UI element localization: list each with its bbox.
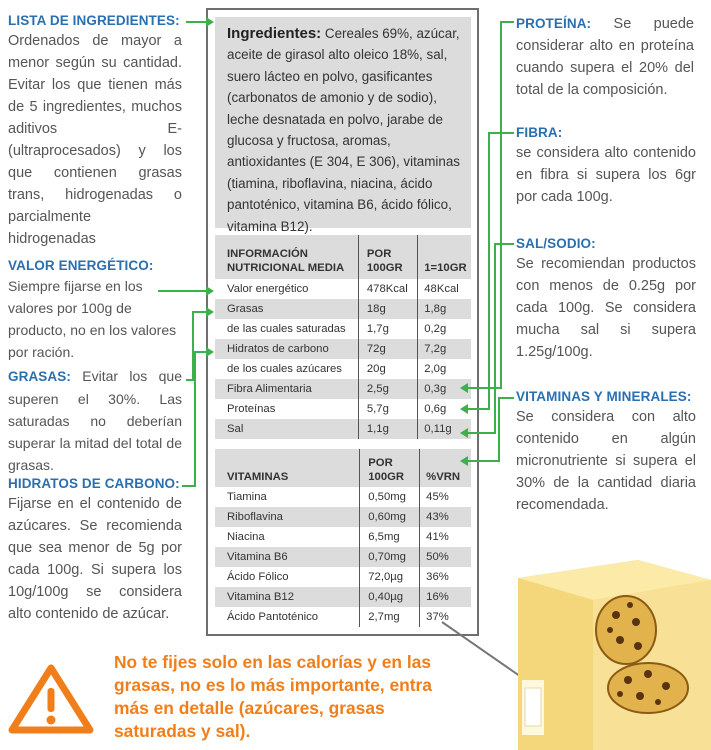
nutrition-row xyxy=(215,339,471,359)
vitamin-cell: Tiamina xyxy=(227,491,267,503)
grasas-note xyxy=(8,365,182,476)
vitamins-header-2: %VRN xyxy=(420,449,471,487)
nutrition-cell: 0,11g xyxy=(418,419,471,439)
nutrition-cell: de las cuales saturadas xyxy=(227,323,346,335)
nutrition-cell: 2,5g xyxy=(358,379,417,399)
ingredients-text: Cereales 69%, azúcar, aceite de girasol alto oleico 18%, sal, suero lácteo en polvo, gasificantes (carbonatos de amonio y de sodio), leche desnatada en polvo, jarabe de glucosa y fructosa, aromas, antioxidantes (E 304, E 306), vitaminas (tiamina, riboflavina, niacina, ácido pantoténico, vitamina B6, ácido fólico, vitamina B12). xyxy=(227,26,460,234)
ingredients-title: Ingredientes: xyxy=(227,25,322,42)
nutrition-cell: 18g xyxy=(358,299,417,319)
vitamins-table xyxy=(215,449,471,627)
nutrition-row xyxy=(215,379,471,399)
vitamin-cell: Vitamina B6 xyxy=(215,547,360,567)
energetico-note xyxy=(8,258,186,363)
vitamin-row xyxy=(215,607,471,627)
warning-text: No te fijes solo en las calorías y en las grasas, no es lo más importante, entra más en detalle (azúcares, grasas saturadas y sal). xyxy=(114,652,432,741)
vitamin-cell: 0,40µg xyxy=(360,587,420,607)
nutrition-cell: 2,0g xyxy=(418,359,471,379)
nutrition-cell: 0,3g xyxy=(418,379,471,399)
energetico-title: VALOR ENERGÉTICO: xyxy=(8,258,154,273)
vitamin-cell: 72,0µg xyxy=(360,567,420,587)
sal-title: SAL/SODIO: xyxy=(516,236,596,251)
ingredientes-body: Ordenados de mayor a menor según su cantidad. Evitar los que tienen más de 5 ingredientes, muchos aditivos E- (ultraprocesados) y los que contienen grasas trans, hidrogenadas o parcialmente hidrogenadas xyxy=(8,33,182,247)
vitamin-cell: 6,5mg xyxy=(360,527,420,547)
nutrition-cell: Hidratos de carbono xyxy=(215,339,358,359)
vitamin-cell: 36% xyxy=(420,567,471,587)
vitamin-cell: 43% xyxy=(420,507,471,527)
nutrition-cell: 72g xyxy=(358,339,417,359)
fibra-note xyxy=(516,125,696,208)
vitamins-header-1: POR 100GR xyxy=(360,449,420,487)
vitamin-cell: 2,7mg xyxy=(360,607,420,627)
vitamin-cell: 50% xyxy=(420,547,471,567)
nutrition-row xyxy=(215,299,471,319)
vitamin-cell: Riboflavina xyxy=(215,507,360,527)
vitamin-row xyxy=(215,567,471,587)
nutrition-cell: Grasas xyxy=(215,299,358,319)
fibra-body: se considera alto contenido en fibra si supera los 6gr por cada 100g. xyxy=(516,145,696,205)
ingredientes-note xyxy=(8,13,182,250)
nutrition-cell: 478Kcal xyxy=(358,279,417,299)
vitaminas-note xyxy=(516,389,696,516)
nutrition-header-1: POR 100GR xyxy=(358,235,417,279)
vitamin-cell: Ácido Fólico xyxy=(227,571,289,583)
vitamin-row xyxy=(215,507,471,527)
nutrition-cell: 5,7g xyxy=(358,399,417,419)
fibra-title: FIBRA: xyxy=(516,125,563,140)
vitamin-row xyxy=(215,587,471,607)
nutrition-cell: Valor energético xyxy=(227,283,309,295)
nutrition-cell: 0,6g xyxy=(418,399,471,419)
hidratos-note xyxy=(8,476,182,625)
nutrition-cell: 1,1g xyxy=(358,419,417,439)
ingredientes-title: LISTA DE INGREDIENTES: xyxy=(8,13,180,28)
vitamin-row xyxy=(215,547,471,567)
nutrition-row xyxy=(215,419,471,439)
nutrition-table xyxy=(215,235,471,439)
proteina-note xyxy=(516,13,694,101)
vitamins-header-0: VITAMINAS xyxy=(215,449,360,487)
nutrition-row xyxy=(215,359,471,379)
vitamin-cell: Ácido Pantoténico xyxy=(227,611,319,623)
hidratos-body: Fijarse en el contenido de azúcares. Se recomienda que sea menor de 5g por cada 100g. Si supera los 10g/100g se considera alto contenido de azúcar. xyxy=(8,496,182,622)
nutrition-row xyxy=(215,319,471,339)
nutrition-cell: Proteínas xyxy=(227,403,276,415)
vitaminas-title: VITAMINAS Y MINERALES: xyxy=(516,389,692,404)
warning-icon xyxy=(8,662,94,734)
hidratos-title: HIDRATOS DE CARBONO: xyxy=(8,476,180,491)
vitamin-cell: 0,60mg xyxy=(360,507,420,527)
energetico-body: Siempre fijarse en los valores por 100g de producto, no en los valores por ración. xyxy=(8,278,177,360)
nutrition-cell: de los cuales azúcares xyxy=(227,363,342,375)
nutrition-cell: 1,8g xyxy=(418,299,471,319)
nutrition-cell: 1,7g xyxy=(358,319,417,339)
ingredients-box xyxy=(215,17,471,234)
proteina-body: Se puede considerar alto en proteína cuando supera el 20% del total de la composición. xyxy=(516,16,694,98)
vitamin-cell: Vitamina B12 xyxy=(215,587,360,607)
sal-note xyxy=(516,236,696,363)
proteina-title: PROTEÍNA: xyxy=(516,16,592,31)
grasas-body: Evitar los que superen el 30%. Las saturadas no deberían superar la mitad del total de grasas. xyxy=(8,368,183,473)
vitamin-cell: 0,70mg xyxy=(360,547,420,567)
grasas-title: GRASAS: xyxy=(8,369,71,384)
vitamin-cell: 45% xyxy=(420,487,471,507)
vitamin-cell: 0,50mg xyxy=(360,487,420,507)
vitamin-cell: 37% xyxy=(420,607,471,627)
nutrition-cell: 0,2g xyxy=(418,319,471,339)
nutrition-header-2: 1=10GR xyxy=(418,235,471,279)
vitamin-cell: Niacina xyxy=(227,531,265,543)
vitamin-cell: 41% xyxy=(420,527,471,547)
nutrition-row xyxy=(215,399,471,419)
nutrition-cell: 20g xyxy=(358,359,417,379)
nutrition-header-0: INFORMACIÓN NUTRICIONAL MEDIA xyxy=(215,235,358,279)
vitamin-row xyxy=(215,487,471,507)
nutrition-row xyxy=(215,279,471,299)
nutrition-cell: 48Kcal xyxy=(418,279,471,299)
nutrition-cell: Sal xyxy=(215,419,358,439)
nutrition-cell: Fibra Alimentaria xyxy=(215,379,358,399)
sal-body: Se recomiendan productos con menos de 0.25g por cada 100g. Se considera mucha sal si supera 1.25g/100g. xyxy=(516,256,696,360)
vitamin-cell: 16% xyxy=(420,587,471,607)
nutrition-cell: 7,2g xyxy=(418,339,471,359)
cereal-box-illustration xyxy=(518,560,711,750)
vitamin-row xyxy=(215,527,471,547)
vitaminas-body: Se considera con alto contenido en algún micronutriente si supera el 30% de la cantidad diaria recomendada. xyxy=(516,409,696,513)
